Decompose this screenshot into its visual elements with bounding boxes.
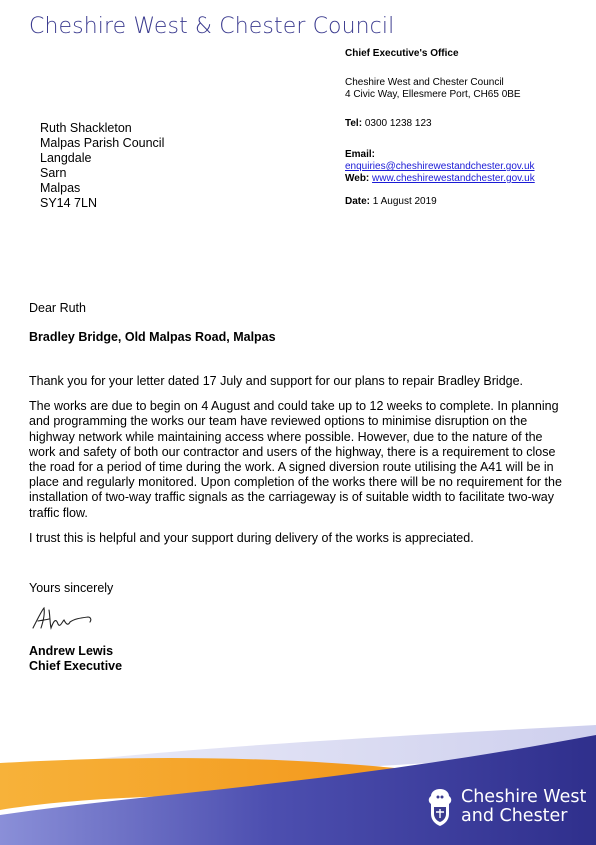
footer-logo-line: Cheshire West bbox=[461, 787, 587, 807]
office-address-line: Cheshire West and Chester Council bbox=[345, 77, 504, 88]
recipient-address bbox=[40, 121, 164, 211]
telephone bbox=[345, 118, 590, 130]
body-paragraph: I trust this is helpful and your support during delivery of the works is appreciated. bbox=[29, 530, 474, 545]
footer-logo-line: and Chester bbox=[461, 806, 568, 826]
body-paragraph: Thank you for your letter dated 17 July and support for our plans to repair Bradley Bridge. bbox=[29, 374, 524, 388]
tel-label: Tel: bbox=[345, 118, 363, 129]
council-crest-icon bbox=[425, 787, 455, 827]
office-address-line: 4 Civic Way, Ellesmere Port, CH65 0BE bbox=[345, 89, 521, 100]
council-masthead: Cheshire West & Chester Council bbox=[29, 14, 395, 39]
recipient-line: Sarn bbox=[40, 166, 67, 180]
letter-subject: Bradley Bridge, Old Malpas Road, Malpas bbox=[29, 330, 276, 344]
email-link[interactable]: enquiries@cheshirewestandchester.gov.uk bbox=[345, 161, 535, 172]
recipient-line: Langdale bbox=[40, 151, 92, 165]
email-label: Email: bbox=[345, 149, 376, 160]
recipient-line: SY14 7LN bbox=[40, 196, 97, 210]
recipient-line: Malpas Parish Council bbox=[40, 136, 165, 150]
footer-logo-text bbox=[461, 788, 586, 826]
office-title: Chief Executive's Office bbox=[345, 48, 459, 59]
sender-details bbox=[345, 48, 590, 208]
date-value: 1 August 2019 bbox=[372, 196, 437, 207]
web-label: Web: bbox=[345, 173, 370, 184]
tel-value: 0300 1238 123 bbox=[364, 118, 432, 129]
office-address bbox=[345, 77, 590, 101]
signatory bbox=[29, 644, 122, 674]
signatory-title: Chief Executive bbox=[29, 659, 123, 673]
date-label: Date: bbox=[345, 196, 371, 207]
contact-block bbox=[345, 149, 590, 185]
letter-date bbox=[345, 196, 590, 208]
recipient-line: Malpas bbox=[40, 181, 81, 195]
footer-logo bbox=[425, 787, 586, 827]
signoff: Yours sincerely bbox=[29, 581, 114, 595]
body-paragraph: The works are due to begin on 4 August and could take up to 12 weeks to complete. In planning and programming the works our team have reviewed options to minimise disruption on the highway network while maintaining access where possible. However, due to the nature of the work and safety of both our contractor and users of the highway, there is a requirement to close the road for a period of time during the work. A signed diversion route utilising the A41 will be in place and regularly monitored. Upon completion of the works there will be no requirement for the installation of two-way traffic signals as the carriageway is of suitable width to facilitate two-way traffic flow. bbox=[29, 399, 562, 520]
recipient-line: Ruth Shackleton bbox=[40, 121, 132, 135]
handwritten-signature bbox=[30, 604, 100, 632]
signatory-name: Andrew Lewis bbox=[29, 644, 114, 658]
web-link[interactable]: www.cheshirewestandchester.gov.uk bbox=[372, 173, 535, 184]
salutation: Dear Ruth bbox=[29, 301, 86, 315]
letter-body bbox=[29, 374, 569, 556]
